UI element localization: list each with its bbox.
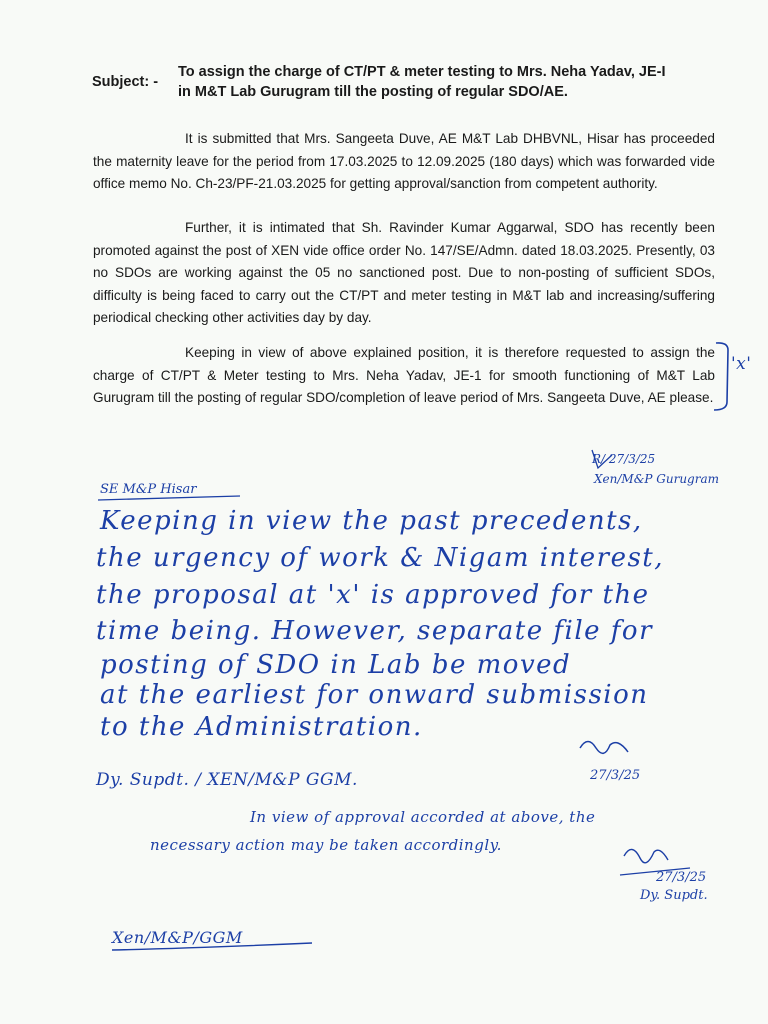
signature-2-scribble (624, 849, 668, 862)
followup-line-2: necessary action may be taken accordingly. (150, 836, 502, 854)
note-line-7: to the Administration. (100, 712, 423, 742)
note-line-1: Keeping in view the past precedents, (100, 506, 643, 536)
subject-line-1: To assign the charge of CT/PT & meter testing to Mrs. Neha Yadav, JE-I (178, 64, 666, 80)
note-line-2: the urgency of work & Nigam interest, (96, 543, 665, 573)
bottom-address: Xen/M&P/GGM (112, 928, 243, 947)
sign-date-1: 27/3/25 (590, 768, 641, 783)
note-line-6: at the earliest for onward submission (100, 680, 649, 710)
body-paragraph-1: It is submitted that Mrs. Sangeeta Duve, AE M&T Lab DHBVNL, Hisar has proceeded the maternity leave for the period from 17.03.2025 to 12.09.2025 (180 days) which was forwarded vide office memo No. Ch-23/PF-21.03.2025 for getting approval/sanction from competent authority. (93, 131, 715, 191)
bracket-mark (714, 343, 728, 410)
followup-line-1: In view of approval accorded at above, the (250, 808, 596, 826)
receipt-office: Xen/M&P Gurugram (594, 472, 720, 486)
signature-1-scribble (580, 742, 628, 754)
bracket-x-label: 'x' (731, 354, 752, 374)
sign-date-2: 27/3/25 (656, 870, 707, 885)
subject-label: Subject: - (92, 74, 159, 90)
subject-line-2: in M&T Lab Gurugram till the posting of regular SDO/AE. (178, 84, 568, 100)
sign-designation: Dy. Supdt. (640, 888, 708, 903)
body-paragraph-3: Keeping in view of above explained position, it is therefore requested to assign the charge of CT/PT & Meter testing to Mrs. Neha Yadav, JE-1 for smooth functioning of M&T Lab Gurugram till the posting of regular SDO/completion of leave period of Mrs. Sangeeta Duve, AE please. (93, 345, 715, 405)
note-line-5: posting of SDO in Lab be moved (100, 650, 572, 680)
body-paragraph-2: Further, it is intimated that Sh. Ravinder Kumar Aggarwal, SDO has recently been promoted against the post of XEN vide office order No. 147/SE/Admn. dated 18.03.2025. Presently, 03 no SDOs are working against the 05 no sanctioned post. Due to non-posting of sufficient SDOs, difficulty is being faced to carry out the CT/PT and meter testing in M&T lab and increasing/suffering periodical checking other activities day by day. (93, 220, 715, 325)
receipt-date: R/ 27/3/25 (592, 452, 656, 466)
addressee: SE M&P Hisar (100, 482, 197, 497)
forward-to: Dy. Supdt. / XEN/M&P GGM. (96, 770, 358, 790)
note-line-4: time being. However, separate file for (96, 616, 653, 646)
note-line-3: the proposal at 'x' is approved for the (96, 580, 650, 610)
